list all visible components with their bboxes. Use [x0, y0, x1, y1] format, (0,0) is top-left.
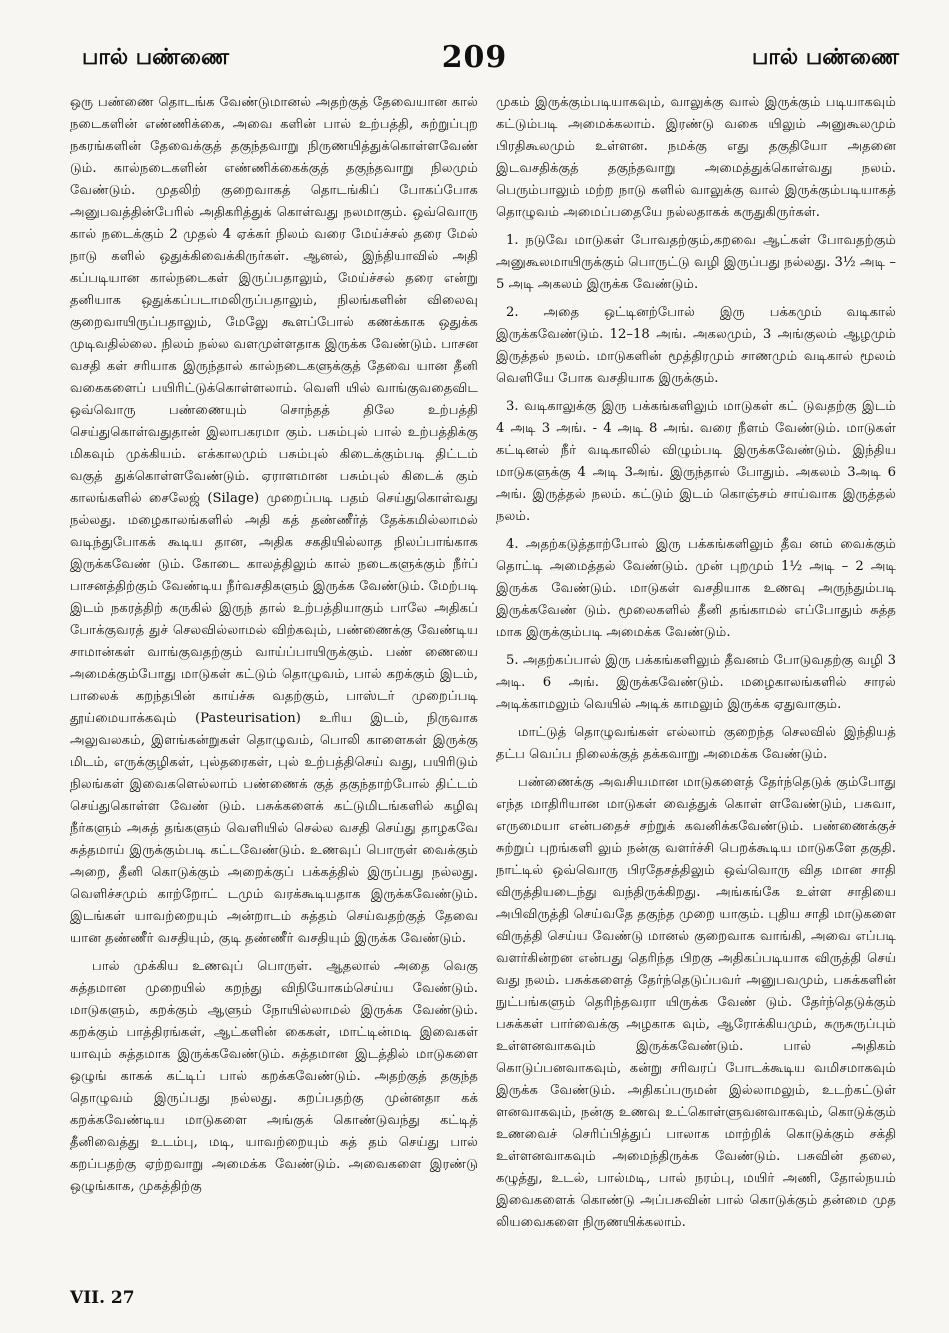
page-header: [0, 0, 949, 90]
left-column: [70, 92, 478, 1198]
paragraph: ஒரு பண்ணை தொடங்க வேண்டுமானல் அதற்குத் தேவையான கால் நடைகளின் எண்ணிக்கை, அவை களின் பால் உற்பத்தி, சுற்றுப்புற நகரங்களின் தேவைக்குத் தகுந்தவாறு நிருணயித்துக்கொள்ளவேண் டும். கால்நடைகளின் எண்ணிக்கைக்குத் தகுந்தவாறு நிலமும் வேண்டும். முதலிற் குறைவாகத் தொடங்கிப் போகப்போக அனுபவத்தின்பேரில் அதிகரித்துக் கொள்வது நலமாகும். ஒவ்வொரு கால் நடைக்கும் 2 முதல் 4 ஏக்கர் நிலம் வரை மேய்ச்சல் தரை மேல் நாடு களில் ஒதுக்கிவைக்கிருர்கள். ஆனல், இந்தியாவில் அதி கப்படியான கால்நடைகள் இருப்பதாலும், மேய்ச்சல் தரை என்று தனியாக ஒதுக்கப்படாமலிருப்பதாலும், நிலங்களின் விலைவு குறைவாயிருப்பதாலும், மேலுே கூளப்போல் கணக்காக ஒதுக்க முடிவதில்லை. நிலம் நல்ல வளமுள்ளதாக இருக்க வேண்டும். பாசன வசதி கள் சரியாக இருந்தால் கால்நடைகளுக்குத் தேவை யான தீனி வகைகளைப் பயிரிட்டுக்கொள்ளலாம். வெளி யில் வாங்குவதைவிட ஒவ்வொரு பண்ணையும் சொந்தத் திலே உற்பத்தி செய்துகொள்வதுதான் இலாபகரமா கும். பசும்புல் பால் உற்பத்திக்கு மிகவும் முக்கியம். எக்காலமும் பசும்புல் கிடைக்கும்படி திட்டம் வகுத் துக்கொள்ளவேண்டும். ஏராளமான பசும்புல் கிடைக் கும் காலங்களில் சைலேஜ் (Silage) முறைப்படி பதம் செய்துகொள்வது நல்லது. மழைகாலங்களில் அதி கத் தண்ணீர்த் தேக்கமில்லாமல் வடிந்துபோகக் கூடிய தான, அதிக சகதியில்லாத நிலப்பாங்காக இருக்கவேண் டும். கோடை காலத்திலும் கால் நடைகளுக்கும் நீர்ப் பாசனத்திற்கும் வேண்டிய நீர்வசதிகளும் இருக்க வேண்டும். மேற்படி இடம் நகரத்திற் கருகில் இருந் தால் உற்பத்தியாகும் பாலே அதிகப் போக்குவரத் துச் செலவில்லாமல் விற்கவும், பண்ணைக்கு வேண்டிய சாமான்கள் வாங்குவதற்கும் வாய்ப்பாயிருக்கும். பண் ணையை அமைக்கும்போது மாடுகள் கட்டும் தொழுவம், பால் கறக்கும் இடம், பாலைக் கறந்தபின் காய்ச்சு வதற்கும், பாஸ்டர் முறைப்படி தூய்மையாக்கவும் (Pasteurisation) உரிய இடம், நிருவாக அலுவலகம், இளங்கன்றுகள் தொழுவம், பொலி காளைகள் இருக்கு மிடம், எருக்குழிகள், புல்தரைகள், புல் உற்பத்திசெய் வது, பயிரிடும் நிலங்கள் இவைகளெல்லாம் பண்ணைக் குத் தகுந்தாற்போல் திட்டம் செய்துகொள்ள வேண் டும். பசுக்களைக் கட்டுமிடங்களில் கழிவு நீர்களும் அசுத் தங்களும் வெளியில் செல்ல வசதி செய்து தாழகவே சுத்தமாய் இருக்கும்படி கட்டவேண்டும். உணவுப் பொருள் வைக்கும் அறை, தீனி கொடுக்கும் அறைக்குப் பக்கத்தில் இருப்பது நல்லது. வெளிச்சமும் காற்றோட் டமும் வரக்கூடியதாக இருக்கவேண்டும். இடங்கள் யாவற்றையும் அன்றாடம் சுத்தம் செய்வதற்குத் தேவை யான தண்ணீர் வசதியும், குடி தண்ணீர் வசதியும் இருக்க வேண்டும்.: [70, 95, 478, 946]
numbered-paragraph: 2. அதை ஒட்டினற்போல் இரு பக்கமும் வடிகால் இருக்கவேண்டும். 12–18 அங். அகலமும், 3 அங்குலம் ஆழமும் இருத்தல் நலம். மாடுகளின் மூத்திரமும் சாணமும் வடிகால் மூலம் வெளியே போக வசதியாக இருக்கும்.: [496, 305, 896, 386]
paragraph: மாட்டுத் தொழுவங்கள் எல்லாம் குறைந்த செலவில் இந்தியத் தட்ப வெப்ப நிலைக்குத் தக்கவாறு அமைக்க வேண்டும்.: [496, 725, 896, 762]
page-number: 209: [441, 40, 508, 75]
numbered-paragraph: 1. நடுவே மாடுகள் போவதற்கும்,கறவை ஆட்கள் போவதற்கும் அனுகூலமாயிருக்கும் பொருட்டு வழி இருப்பது நல்லது. 3½ அடி – 5 அடி அகலம் இருக்க வேண்டும்.: [496, 233, 896, 292]
right-column: [496, 92, 896, 1234]
paragraph: முகம் இருக்கும்படியாகவும், வாலுக்கு வால் இருக்கும் படியாகவும் கட்டும்படி அமைக்கலாம். இரண்டு வகை யிலும் அனுகூலமும் பிரதிகூலமும் உள்ளன. நமக்கு எது தகுதியோ அதனை இடவசதிக்குத் தகுந்தவாறு அமைத்துக்கொள்வது நலம். பெரும்பாலும் மற்ற நாடு களில் வாலுக்கு வால் இருக்கும்படியாகத் தொழுவம் அமைப்பதையே நல்லதாகக் கருதுகிருர்கள்.: [496, 95, 896, 220]
numbered-paragraph: 4. அதற்கடுத்தாற்போல் இரு பக்கங்களிலும் தீவ னம் வைக்கும் தொட்டி அமைத்தல் வேண்டும். முன் புறமும் 1½ அடி – 2 அடி இருக்க வேண்டும். மாடுகள் வசதியாக உணவு அருந்தும்படி இருக்கவேண் டும். மூலைகளில் தீனி தங்காமல் எப்போதும் சுத்த மாக இருக்கும்படி அமைக்க வேண்டும்.: [496, 537, 896, 640]
volume-page-marker: VII. 27: [70, 1288, 135, 1308]
paragraph: பால் முக்கிய உணவுப் பொருள். ஆதலால் அதை வெகு சுத்தமான முறையில் கறந்து விநியோகம்செய்ய வேண்டும். மாடுகளும், கறக்கும் ஆளும் நோயில்லாமல் இருக்க வேண்டும். கறக்கும் பாத்திரங்கள், ஆட்களின் கைகள், மாட்டின்மடி இவைகள் யாவும் சுத்தமாக இருக்கவேண்டும். சுத்தமான இடத்தில் மாடுகளை ஒழுங் காகக் கட்டிப் பால் கறக்கவேண்டும். அதற்குத் தகுந்த தொழுவம் இருப்பது நல்லது. கறப்பதற்கு முன்னதா கக் கறக்கவேண்டிய மாடுகளை அங்குக் கொண்டுவந்து கட்டித் தீனிவைத்து உடம்பு, மடி, யாவற்றையும் சுத் தம் செய்து பால் கறப்பதற்கு ஏற்றவாறு அமைக்க வேண்டும். அவைகளை இரண்டு ஒழுங்காக, முகத்திற்கு: [70, 959, 478, 1194]
running-title-right: பால் பண்ணை: [752, 44, 899, 70]
running-title-left: பால் பண்ணை: [82, 44, 229, 70]
numbered-paragraph: 3. வடிகாலுக்கு இரு பக்கங்களிலும் மாடுகள் கட் டுவதற்கு இடம் 4 அடி 3 அங். - 4 அடி 8 அங். வரை நீளம் வேண்டும். மாடுகள் கட்டினல் நீர் வடிகாலில் விழும்படி இருக்கவேண்டும். இந்திய மாடுகளுக்கு 4 அடி 3அங். இருந்தால் போதும். அகலம் 3அடி 6 அங். இருத்தல் நலம். கட்டும் இடம் கொஞ்சம் சாய்வாக இருத்தல் நலம்.: [496, 399, 896, 524]
paragraph: பண்ணைக்கு அவசியமான மாடுகளைத் தேர்ந்தெடுக் கும்போது எந்த மாதிரியான மாடுகள் வைத்துக் கொள் ளவேண்டும், பசுவா, எருமையா என்பதைச் சற்றுக் கவனிக்கவேண்டும். பண்ணைக்குச் சுற்றுப் புறங்களி லும் நன்கு வளர்ச்சி பெறக்கூடிய மாடுகளே தகுதி. நாட்டில் ஒவ்வொரு பிரதேசத்திலும் ஒவ்வொரு வித மான சாதி விருத்தியடைந்து வந்திருக்கிறது. அங்கங்கே உள்ள சாதியை அபிவிருத்தி செய்வதே தகுந்த முறை யாகும். புதிய சாதி மாடுகளை விருத்தி செய்ய வேண்டு மானல் குறைவாக வாங்கி, அவை எப்படி வளர்கின்றன என்பது தெரிந்த பிறகு அதிகப்படியாக விருத்தி செய் வது நலம். பசுக்களைத் தேர்ந்தெடுப்பவர் அனுபவமும், பசுக்களின் நுட்பங்களும் தெரிந்தவரா யிருக்க வேண் டும். தேர்ந்தெடுக்கும் பசுக்கள் பார்வைக்கு அழகாக வும், ஆரோக்கியமும், சுருசுருப்பும் உள்ளனவாகவும் இருக்கவேண்டும். பால் அதிகம் கொடுப்பனவாகவும், கன்று சரிவரப் போடக்கூடிய வமிசமாகவும் இருக்க வேண்டும். அதிகப்பருமன் இல்லாமலும், உடற்கட்டுள் ளனவாகவும், நன்கு உணவு உட்கொள்ளுவனவாகவும், கொடுக்கும் உணவைச் செரிப்பித்துப் பாலாக மாற்றிக் கொடுக்கும் சக்தி உள்ளனவாகவும் அமைந்திருக்க வேண்டும். பசுவின் தலை, கழுத்து, உடல், பால்மடி, பால் நரம்பு, மயிர் அணி, தோல்நயம் இவைகளைக் கொண்டு அப்பசுவின் பால் கொடுக்கும் தன்மை முத லியவைகளை நிருணயிக்கலாம்.: [496, 775, 896, 1230]
numbered-paragraph: 5. அதற்கப்பால் இரு பக்கங்களிலும் தீவனம் போடுவதற்கு வழி 3 அடி. 6 அங். இருக்கவேண்டும். மழைகாலங்களில் சாரல் அடிக்காமலும் வெயில் அடிக் காமலும் இருக்க ஏதுவாகும்.: [496, 653, 896, 712]
